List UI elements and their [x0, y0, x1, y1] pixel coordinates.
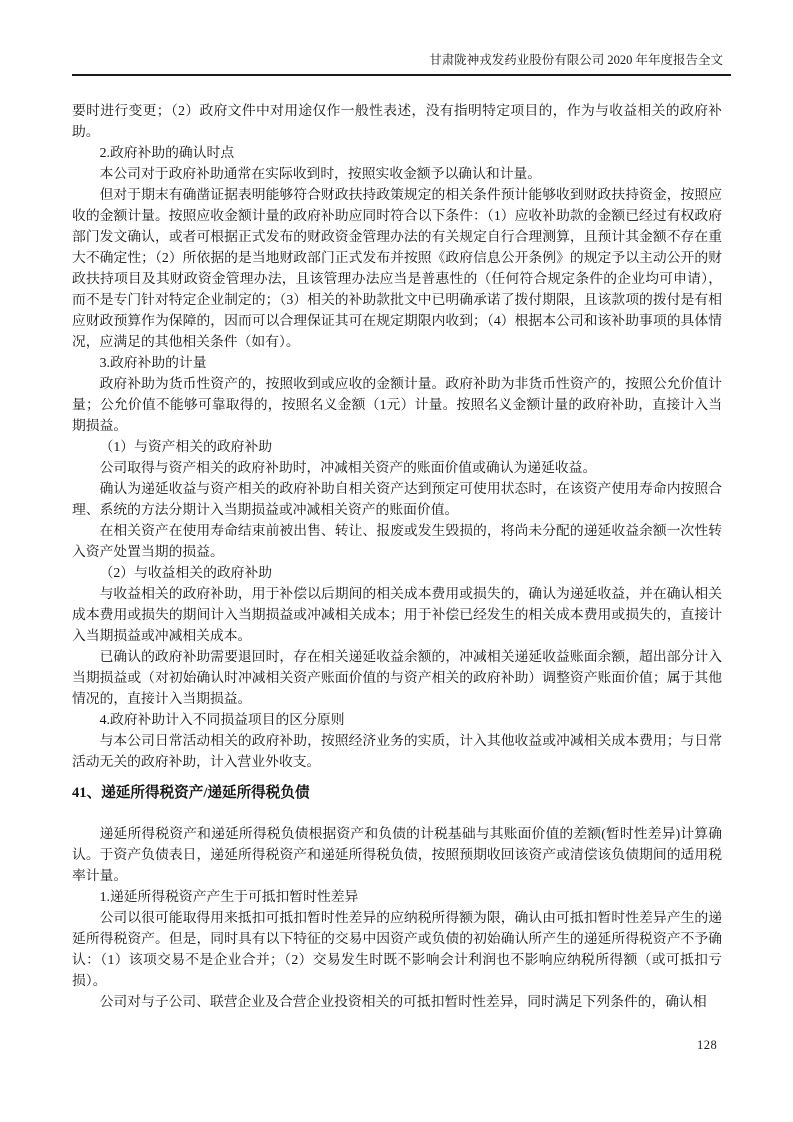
paragraph: 4.政府补助计入不同损益项目的区分原则 [99, 712, 345, 727]
section-heading: 41、递延所得税资产/递延所得税负债 [72, 785, 310, 801]
page-header [72, 52, 731, 76]
paragraph: 但对于期末有确凿证据表明能够符合财政扶持政策规定的相关条件预计能够收到财政扶持资金，按照应收的金额计量。按照应收金额计量的政府补助应同时符合以下条件：（1）应收补助款的金额已经过有权政府部门发文确认，或者可根据正式发布的财政资金管理办法的有关规定自行合理测算，且预计其金额不存在重大不确定性；（2）所依据的是当地财政部门正式发布并按照《政府信息公开条例》的规定予以主动公开的财政扶持项目及其财政资金管理办法，且该管理办法应当是普惠性的（任何符合规定条件的企业均可申请），而不是专门针对特定企业制定的；（3）相关的补助款批文中已明确承诺了拨付期限，且该款项的拨付是有相应财政预算作为保障的，因而可以合理保证其可在规定期限内收到；（4）根据本公司和该补助事项的具体情况，应满足的其他相关条件（如有）。 [72, 187, 722, 349]
paragraph: 公司以很可能取得用来抵扣可抵扣暂时性差异的应纳税所得额为限，确认由可抵扣暂时性差异产生的递延所得税资产。但是，同时具有以下特征的交易中因资产或负债的初始确认所产生的递延所得税资产不予确认：（1）该项交易不是企业合并；（2）交易发生时既不影响会计利润也不影响应纳税所得额（或可抵扣亏损）。 [72, 910, 722, 988]
paragraph: 1.递延所得税资产产生于可抵扣暂时性差异 [99, 889, 359, 904]
paragraph: 政府补助为货币性资产的，按照收到或应收的金额计量。政府补助为非货币性资产的，按照公允价值计量；公允价值不能够可靠取得的，按照名义金额（1元）计量。按照名义金额计量的政府补助，直接计入当期损益。 [72, 376, 722, 433]
paragraph: 与本公司日常活动相关的政府补助，按照经济业务的实质，计入其他收益或冲减相关成本费用；与日常活动无关的政府补助，计入营业外收支。 [72, 733, 722, 769]
paragraph: 在相关资产在使用寿命结束前被出售、转让、报废或发生毁损的，将尚未分配的递延收益余额一次性转入资产处置当期的损益。 [72, 523, 722, 559]
paragraph: 确认为递延收益与资产相关的政府补助自相关资产达到预定可使用状态时，在该资产使用寿命内按照合理、系统的方法分期计入当期损益或冲减相关资产的账面价值。 [72, 481, 722, 517]
paragraph: 要时进行变更；（2）政府文件中对用途仅作一般性表述，没有指明特定项目的，作为与收益相关的政府补助。 [72, 103, 722, 139]
report-title: 甘肃陇神戎发药业股份有限公司 2020 年年度报告全文 [429, 53, 723, 67]
paragraph: （2）与收益相关的政府补助 [99, 565, 273, 580]
paragraph: 公司对与子公司、联营企业及合营企业投资相关的可抵扣暂时性差异，同时满足下列条件的，确认相 [99, 994, 707, 1009]
paragraph: 2.政府补助的确认时点 [99, 145, 235, 160]
paragraph: 已确认的政府补助需要退回时，存在相关递延收益余额的，冲减相关递延收益账面余额，超出部分计入当期损益或（对初始确认时冲减相关资产账面价值的与资产相关的政府补助）调整资产账面价值；属于其他情况的，直接计入当期损益。 [72, 649, 722, 706]
paragraph: （1）与资产相关的政府补助 [99, 439, 273, 454]
paragraph: 本公司对于政府补助通常在实际收到时，按照实收金额予以确认和计量。 [99, 166, 542, 181]
paragraph: 3.政府补助的计量 [99, 355, 207, 370]
paragraph: 与收益相关的政府补助，用于补偿以后期间的相关成本费用或损失的，确认为递延收益，并在确认相关成本费用或损失的期间计入当期损益或冲减相关成本；用于补偿已经发生的相关成本费用或损失的，直接计入当期损益或冲减相关成本。 [72, 586, 722, 643]
paragraph: 递延所得税资产和递延所得税负债根据资产和负债的计税基础与其账面价值的差额(暂时性差异)计算确认。于资产负债表日，递延所得税资产和递延所得税负债，按照预期收回该资产或清偿该负债期间的适用税率计量。 [72, 826, 722, 883]
paragraph: 公司取得与资产相关的政府补助时，冲减相关资产的账面价值或确认为递延收益。 [99, 460, 597, 475]
document-body [72, 100, 722, 1012]
page-number: 128 [697, 1038, 718, 1052]
